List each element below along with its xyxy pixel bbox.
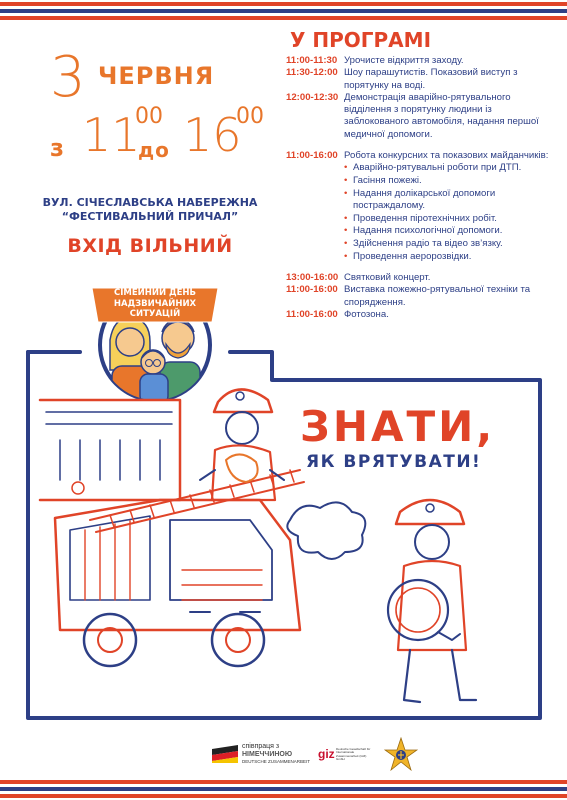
emergency-service-emblem-icon — [384, 737, 418, 775]
venue-place: “ФЕСТИВАЛЬНИЙ ПРИЧАЛ” — [61, 209, 239, 223]
partner-logos — [0, 735, 567, 780]
program-time: 12:00-12:30 — [286, 91, 339, 103]
venue-street: ВУЛ. СІЧЕСЛАВСЬКА НАБЕРЕЖНА — [42, 196, 258, 209]
program-desc: Урочисте відкриття заходу. — [344, 55, 464, 66]
program-time: 13:00-16:00 — [286, 272, 339, 284]
coop-line-2: НІМЕЧЧИНОЮ — [242, 751, 293, 759]
coop-line-1: співпраця з — [242, 743, 280, 750]
event-month: ЧЕРВНЯ — [98, 62, 215, 90]
program-desc: Робота конкурсних та показових майданчиків: — [344, 150, 549, 162]
free-entry: ВХІД ВІЛЬНИЙ — [67, 235, 233, 257]
venue — [30, 196, 270, 224]
activity-list — [344, 162, 558, 263]
coop-line-3: DEUTSCHE ZUSAMMENARBEIT — [242, 759, 311, 765]
event-day: 3 — [50, 45, 86, 110]
from-word: з — [50, 134, 65, 162]
program-list — [286, 55, 558, 321]
program-time: 11:00-16:00 — [286, 284, 338, 296]
program-time: 11:00-11:30 — [286, 55, 338, 66]
to-word: до — [138, 138, 170, 162]
program-item — [286, 272, 558, 284]
event-date — [40, 45, 270, 180]
activity-item: • Гасіння пожежі. — [344, 175, 558, 188]
slogan-line-1: ЗНАТИ, — [300, 402, 496, 451]
program-item — [286, 55, 558, 67]
program-item — [286, 150, 558, 162]
cooperation-logo — [242, 743, 310, 764]
badge-line-3: СИТУАЦІЙ — [129, 309, 181, 319]
activity-item: • Аварійно-рятувальні роботи при ДТП. — [344, 162, 558, 175]
activity-item: • Надання долікарської допомоги постраждалому. — [344, 188, 558, 213]
activity-item: • Проведення піротехнічних робіт. — [344, 213, 558, 226]
activity-item: • Здійснення радіо та відео зв’язку. — [344, 238, 558, 251]
program-item — [286, 92, 558, 141]
start-hour: 11 — [82, 108, 141, 162]
program-time: 11:00-16:00 — [286, 150, 338, 162]
program-desc: Демонстрація аварійно-рятувального відділення з порятунку людини із заблокованого автомобіля, надання першої медичної допомоги. — [344, 91, 539, 140]
german-flag-icon — [212, 745, 238, 763]
program-desc: Виставка пожежно-рятувальної техніки та спорядження. — [344, 284, 531, 308]
slogan-line-2: ЯК ВРЯТУВАТИ! — [306, 452, 482, 472]
program-title: У ПРОГРАМІ — [290, 28, 432, 52]
program-desc: Шоу парашутистів. Показовий виступ з порятунку на воді. — [344, 67, 518, 91]
family-day-badge — [80, 270, 230, 400]
badge-line-2: НАДЗВИЧАЙНИХ — [113, 298, 197, 309]
program-item — [286, 309, 558, 321]
bottom-stripes — [0, 778, 567, 800]
start-minutes: 00 — [135, 104, 163, 129]
activity-item: • Надання психологічної допомоги. — [344, 225, 558, 238]
end-minutes: 00 — [236, 104, 264, 129]
program-time: 11:00-16:00 — [286, 309, 338, 321]
top-stripes — [0, 0, 567, 22]
giz-logo: giz — [318, 747, 335, 761]
activity-item: • Проведення аеророзвідки. — [344, 251, 558, 264]
program-desc: Святковий концерт. — [344, 272, 431, 284]
program-item — [286, 67, 558, 92]
program-item — [286, 284, 558, 309]
program-time: 11:30-12:00 — [286, 67, 338, 79]
badge-line-1: СІМЕЙНИЙ ДЕНЬ — [113, 288, 197, 298]
program-desc: Фотозона. — [344, 309, 389, 321]
end-hour: 16 — [183, 108, 242, 162]
giz-caption: Deutsche Gesellschaft für Internationale Zusammenarbeit (GIZ) GmbH — [336, 747, 371, 762]
